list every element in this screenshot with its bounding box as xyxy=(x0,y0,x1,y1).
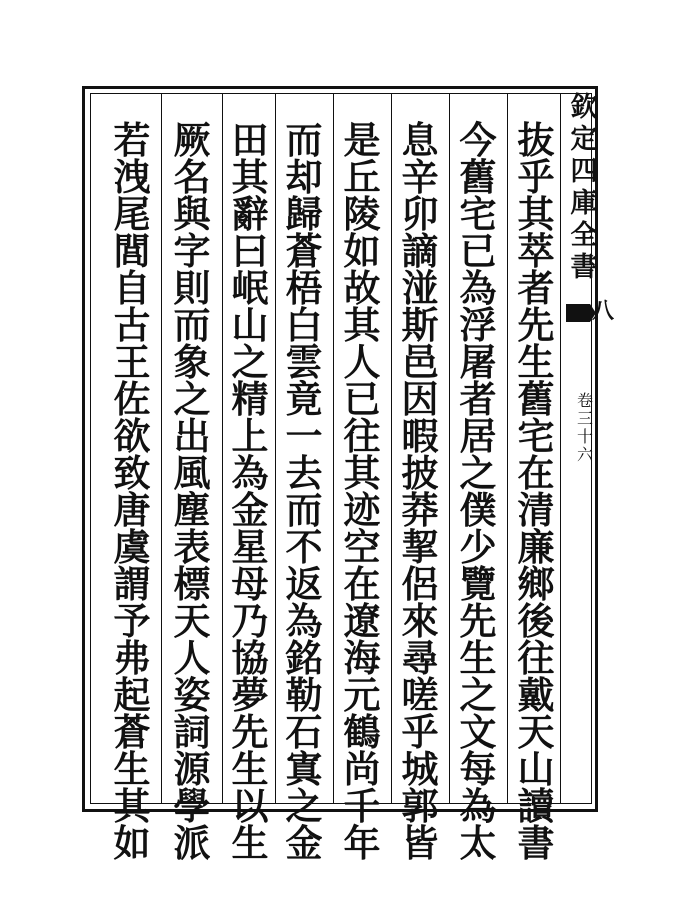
column-character: 湴 xyxy=(401,266,439,310)
column-character: 田 xyxy=(231,118,269,162)
column-character: 廉 xyxy=(517,525,555,569)
column-character: 字 xyxy=(173,229,211,273)
column-divider xyxy=(391,93,392,804)
column-character: 舊 xyxy=(459,155,497,199)
column-character: 如 xyxy=(113,821,151,865)
column-character: 生 xyxy=(517,340,555,384)
column-character: 詞 xyxy=(173,710,211,754)
column-character: 閭 xyxy=(113,229,151,273)
text-column-7 xyxy=(166,118,218,865)
column-character: 去 xyxy=(285,451,323,495)
column-character: 而 xyxy=(285,118,323,162)
margin-character: 書 xyxy=(570,252,598,283)
column-character: 人 xyxy=(343,340,381,384)
column-character: 乃 xyxy=(231,599,269,643)
column-character: 乎 xyxy=(517,155,555,199)
column-character: 海 xyxy=(343,636,381,680)
column-character: 天 xyxy=(517,710,555,754)
column-character: 古 xyxy=(113,303,151,347)
margin-character: 欽 xyxy=(570,92,598,123)
column-character: 派 xyxy=(173,821,211,865)
column-character: 居 xyxy=(459,414,497,458)
column-character: 者 xyxy=(459,377,497,421)
column-character: 若 xyxy=(113,118,151,162)
column-character: 後 xyxy=(517,599,555,643)
column-character: 之 xyxy=(173,377,211,421)
column-character: 尚 xyxy=(343,747,381,791)
column-character: 蒼 xyxy=(113,710,151,754)
column-character: 迹 xyxy=(343,488,381,532)
column-character: 唐 xyxy=(113,488,151,532)
column-character: 辛 xyxy=(401,155,439,199)
column-character: 暇 xyxy=(401,414,439,458)
column-character: 先 xyxy=(231,710,269,754)
column-character: 挈 xyxy=(401,525,439,569)
column-character: 之 xyxy=(459,451,497,495)
text-column-2 xyxy=(452,118,504,865)
column-character: 白 xyxy=(285,303,323,347)
column-character: 山 xyxy=(231,303,269,347)
column-character: 書 xyxy=(517,821,555,865)
column-character: 已 xyxy=(343,377,381,421)
column-character: 陵 xyxy=(343,192,381,236)
column-character: 來 xyxy=(401,599,439,643)
column-character: 為 xyxy=(231,451,269,495)
column-character: 標 xyxy=(173,562,211,606)
column-character: 者 xyxy=(517,266,555,310)
column-divider xyxy=(507,93,508,804)
column-character: 精 xyxy=(231,377,269,421)
text-column-3 xyxy=(394,118,446,865)
column-character: 如 xyxy=(343,229,381,273)
column-character: 宅 xyxy=(517,414,555,458)
column-character: 屠 xyxy=(459,340,497,384)
column-character: 梧 xyxy=(285,266,323,310)
column-character: 之 xyxy=(285,784,323,828)
column-character: 文 xyxy=(459,710,497,754)
column-character: 在 xyxy=(517,451,555,495)
column-divider xyxy=(333,93,334,804)
text-column-8 xyxy=(106,118,158,865)
column-character: 辭 xyxy=(231,192,269,236)
column-character: 生 xyxy=(231,821,269,865)
column-character: 則 xyxy=(173,266,211,310)
column-character: 金 xyxy=(231,488,269,532)
margin-character: 卷 xyxy=(576,391,593,410)
margin-book-title xyxy=(566,92,602,284)
column-character: 謫 xyxy=(401,229,439,273)
column-character: 每 xyxy=(459,747,497,791)
column-character: 雲 xyxy=(285,340,323,384)
column-character: 太 xyxy=(459,821,497,865)
column-character: 源 xyxy=(173,747,211,791)
column-character: 嗟 xyxy=(401,673,439,717)
text-column-1 xyxy=(510,118,562,865)
margin-character: 四 xyxy=(570,156,598,187)
column-character: 遼 xyxy=(343,599,381,643)
column-character: 弗 xyxy=(113,636,151,680)
column-character: 謂 xyxy=(113,562,151,606)
column-character: 戴 xyxy=(517,673,555,717)
column-character: 其 xyxy=(517,192,555,236)
column-character: 其 xyxy=(113,784,151,828)
column-character: 風 xyxy=(173,451,211,495)
column-character: 因 xyxy=(401,377,439,421)
column-character: 為 xyxy=(285,599,323,643)
column-character: 之 xyxy=(459,673,497,717)
column-character: 尋 xyxy=(401,636,439,680)
column-character: 返 xyxy=(285,562,323,606)
column-character: 學 xyxy=(173,784,211,828)
column-character: 夢 xyxy=(231,673,269,717)
margin-character: 六 xyxy=(576,445,593,464)
column-character: 息 xyxy=(401,118,439,162)
column-character: 邑 xyxy=(401,340,439,384)
column-character: 故 xyxy=(343,266,381,310)
column-character: 天 xyxy=(173,599,211,643)
column-character: 塵 xyxy=(173,488,211,532)
column-character: 清 xyxy=(517,488,555,532)
column-character: 銘 xyxy=(285,636,323,680)
column-character: 歸 xyxy=(285,192,323,236)
column-character: 浮 xyxy=(459,303,497,347)
column-character: 虞 xyxy=(113,525,151,569)
column-character: 披 xyxy=(401,451,439,495)
column-character: 而 xyxy=(173,303,211,347)
margin-character: 十 xyxy=(576,427,593,446)
column-character: 表 xyxy=(173,525,211,569)
margin-character: 全 xyxy=(570,220,598,251)
column-character: 鄉 xyxy=(517,562,555,606)
column-character: 洩 xyxy=(113,155,151,199)
column-character: 尾 xyxy=(113,192,151,236)
column-character: 往 xyxy=(343,414,381,458)
column-character: 先 xyxy=(459,599,497,643)
margin-page-number: 八 xyxy=(592,298,615,324)
column-character: 卯 xyxy=(401,192,439,236)
column-character: 竟 xyxy=(285,377,323,421)
column-character: 起 xyxy=(113,673,151,717)
column-character: 斯 xyxy=(401,303,439,347)
column-character: 其 xyxy=(343,303,381,347)
column-character: 空 xyxy=(343,525,381,569)
column-character: 上 xyxy=(231,414,269,458)
column-character: 而 xyxy=(285,488,323,532)
column-divider xyxy=(161,93,162,804)
column-character: 覽 xyxy=(459,562,497,606)
column-character: 千 xyxy=(343,784,381,828)
column-character: 宅 xyxy=(459,192,497,236)
column-character: 先 xyxy=(517,303,555,347)
text-column-5 xyxy=(278,118,330,865)
column-character: 佐 xyxy=(113,377,151,421)
column-character: 勒 xyxy=(285,673,323,717)
column-character: 在 xyxy=(343,562,381,606)
column-character: 舊 xyxy=(517,377,555,421)
column-character: 星 xyxy=(231,525,269,569)
column-character: 元 xyxy=(343,673,381,717)
column-character: 名 xyxy=(173,155,211,199)
column-divider xyxy=(449,93,450,804)
column-character: 人 xyxy=(173,636,211,680)
column-character: 莽 xyxy=(401,488,439,532)
column-character: 象 xyxy=(173,340,211,384)
column-character: 讀 xyxy=(517,784,555,828)
column-character: 出 xyxy=(173,414,211,458)
column-character: 其 xyxy=(343,451,381,495)
column-character: 為 xyxy=(459,266,497,310)
column-character: 侶 xyxy=(401,562,439,606)
column-character: 鶴 xyxy=(343,710,381,754)
column-character: 岷 xyxy=(231,266,269,310)
column-character: 曰 xyxy=(231,229,269,273)
column-character: 郭 xyxy=(401,784,439,828)
column-character: 年 xyxy=(343,821,381,865)
column-character: 不 xyxy=(285,525,323,569)
column-character: 一 xyxy=(285,414,323,458)
text-column-4 xyxy=(336,118,388,865)
column-character: 王 xyxy=(113,340,151,384)
column-character: 金 xyxy=(285,821,323,865)
column-character: 姿 xyxy=(173,673,211,717)
column-character: 却 xyxy=(285,155,323,199)
margin-character: 三 xyxy=(576,409,593,428)
column-character: 厥 xyxy=(173,118,211,162)
column-character: 之 xyxy=(231,340,269,384)
column-character: 山 xyxy=(517,747,555,791)
margin-character: 定 xyxy=(570,124,598,155)
column-character: 協 xyxy=(231,636,269,680)
column-character: 抜 xyxy=(517,118,555,162)
column-character: 萃 xyxy=(517,229,555,273)
column-character: 自 xyxy=(113,266,151,310)
column-character: 生 xyxy=(459,636,497,680)
column-character: 僕 xyxy=(459,488,497,532)
column-character: 已 xyxy=(459,229,497,273)
text-column-6 xyxy=(224,118,276,865)
column-character: 母 xyxy=(231,562,269,606)
column-character: 為 xyxy=(459,784,497,828)
column-character: 是 xyxy=(343,118,381,162)
column-character: 今 xyxy=(459,118,497,162)
column-character: 生 xyxy=(113,747,151,791)
column-character: 少 xyxy=(459,525,497,569)
column-character: 皆 xyxy=(401,821,439,865)
column-character: 乎 xyxy=(401,710,439,754)
margin-character: 庫 xyxy=(570,188,598,219)
column-character: 欲 xyxy=(113,414,151,458)
column-character: 其 xyxy=(231,155,269,199)
column-character: 丘 xyxy=(343,155,381,199)
column-character: 蒼 xyxy=(285,229,323,273)
margin-juan-label xyxy=(574,392,596,464)
column-divider xyxy=(222,93,223,804)
column-character: 往 xyxy=(517,636,555,680)
column-character: 城 xyxy=(401,747,439,791)
column-character: 寘 xyxy=(285,747,323,791)
column-character: 石 xyxy=(285,710,323,754)
column-character: 以 xyxy=(231,784,269,828)
column-character: 致 xyxy=(113,451,151,495)
column-character: 與 xyxy=(173,192,211,236)
column-character: 予 xyxy=(113,599,151,643)
column-character: 生 xyxy=(231,747,269,791)
